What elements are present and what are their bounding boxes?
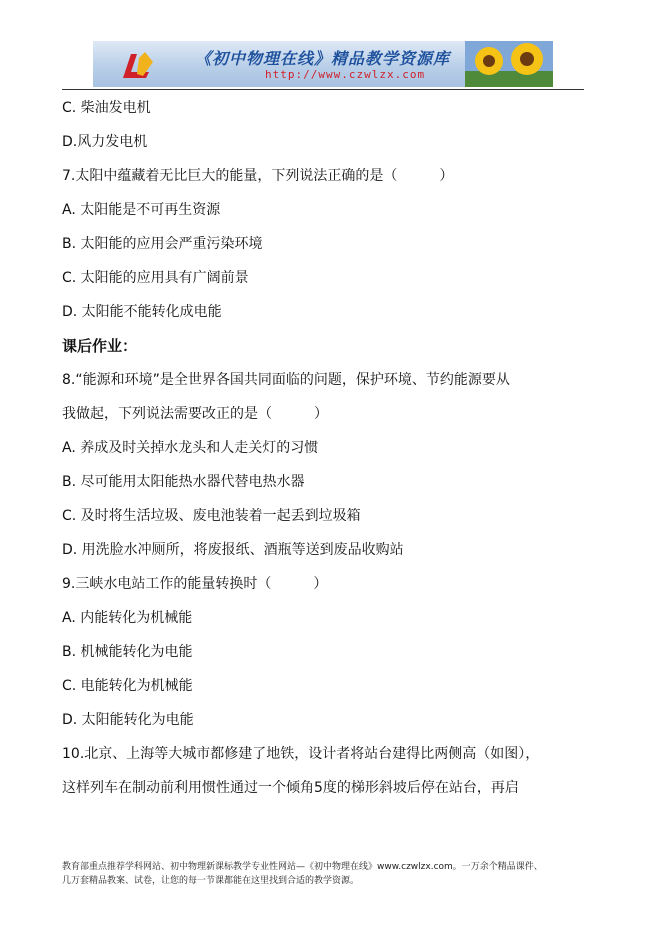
footer-line: 几万套精品教案、试卷，让您的每一节课都能在这里找到合适的教学资源。 (62, 876, 360, 886)
option-line: B. 尽可能用太阳能热水器代替电热水器 (62, 474, 305, 490)
document-body (62, 91, 592, 805)
section-title: 课后作业： (62, 337, 138, 355)
question-10-cont: 这样列车在制动前利用惯性通过一个倾角5度的梯形斜坡后停在站台，再启 (62, 780, 519, 796)
sunflower-icon (465, 41, 553, 87)
footer-line: 教育部重点推荐学科网站、初中物理新课标教学专业性网站—《初中物理在线》www.czwlzx.com。一万余个精品课件、 (62, 862, 543, 872)
option-line: D. 太阳能转化为电能 (62, 712, 194, 728)
option-line: A. 养成及时关掉水龙头和人走关灯的习惯 (62, 440, 319, 456)
option-line: B. 机械能转化为电能 (62, 644, 193, 660)
page-footer (62, 860, 602, 888)
question-8-cont: 我做起，下列说法需要改正的是（ ） (62, 406, 328, 422)
option-line: A. 内能转化为机械能 (62, 610, 193, 626)
question-10: 10.北京、上海等大城市都修建了地铁，设计者将站台建得比两侧高（如图）， (62, 746, 540, 762)
option-line: C. 柴油发电机 (62, 100, 151, 116)
banner-url[interactable]: http://www.czwlzx.com (265, 68, 426, 81)
header-divider (62, 89, 584, 90)
option-line: B. 太阳能的应用会严重污染环境 (62, 236, 263, 252)
option-line: C. 电能转化为机械能 (62, 678, 193, 694)
option-line: D. 用洗脸水冲厕所，将废报纸、酒瓶等送到废品收购站 (62, 542, 404, 558)
banner-title: 《初中物理在线》精品教学资源库 (195, 49, 451, 68)
question-9: 9.三峡水电站工作的能量转换时（ ） (62, 576, 328, 592)
option-line: C. 及时将生活垃圾、废电池装着一起丢到垃圾箱 (62, 508, 361, 524)
header-banner (93, 41, 553, 87)
question-7: 7.太阳中蕴藏着无比巨大的能量，下列说法正确的是（ ） (62, 168, 454, 184)
option-line: A. 太阳能是不可再生资源 (62, 202, 221, 218)
logo-icon (119, 48, 159, 84)
option-line: D. 太阳能不能转化成电能 (62, 304, 222, 320)
option-line: C. 太阳能的应用具有广阔前景 (62, 270, 249, 286)
option-line: D.风力发电机 (62, 134, 148, 150)
question-8: 8.“能源和环境”是全世界各国共同面临的问题，保护环境、节约能源要从 (62, 372, 510, 388)
